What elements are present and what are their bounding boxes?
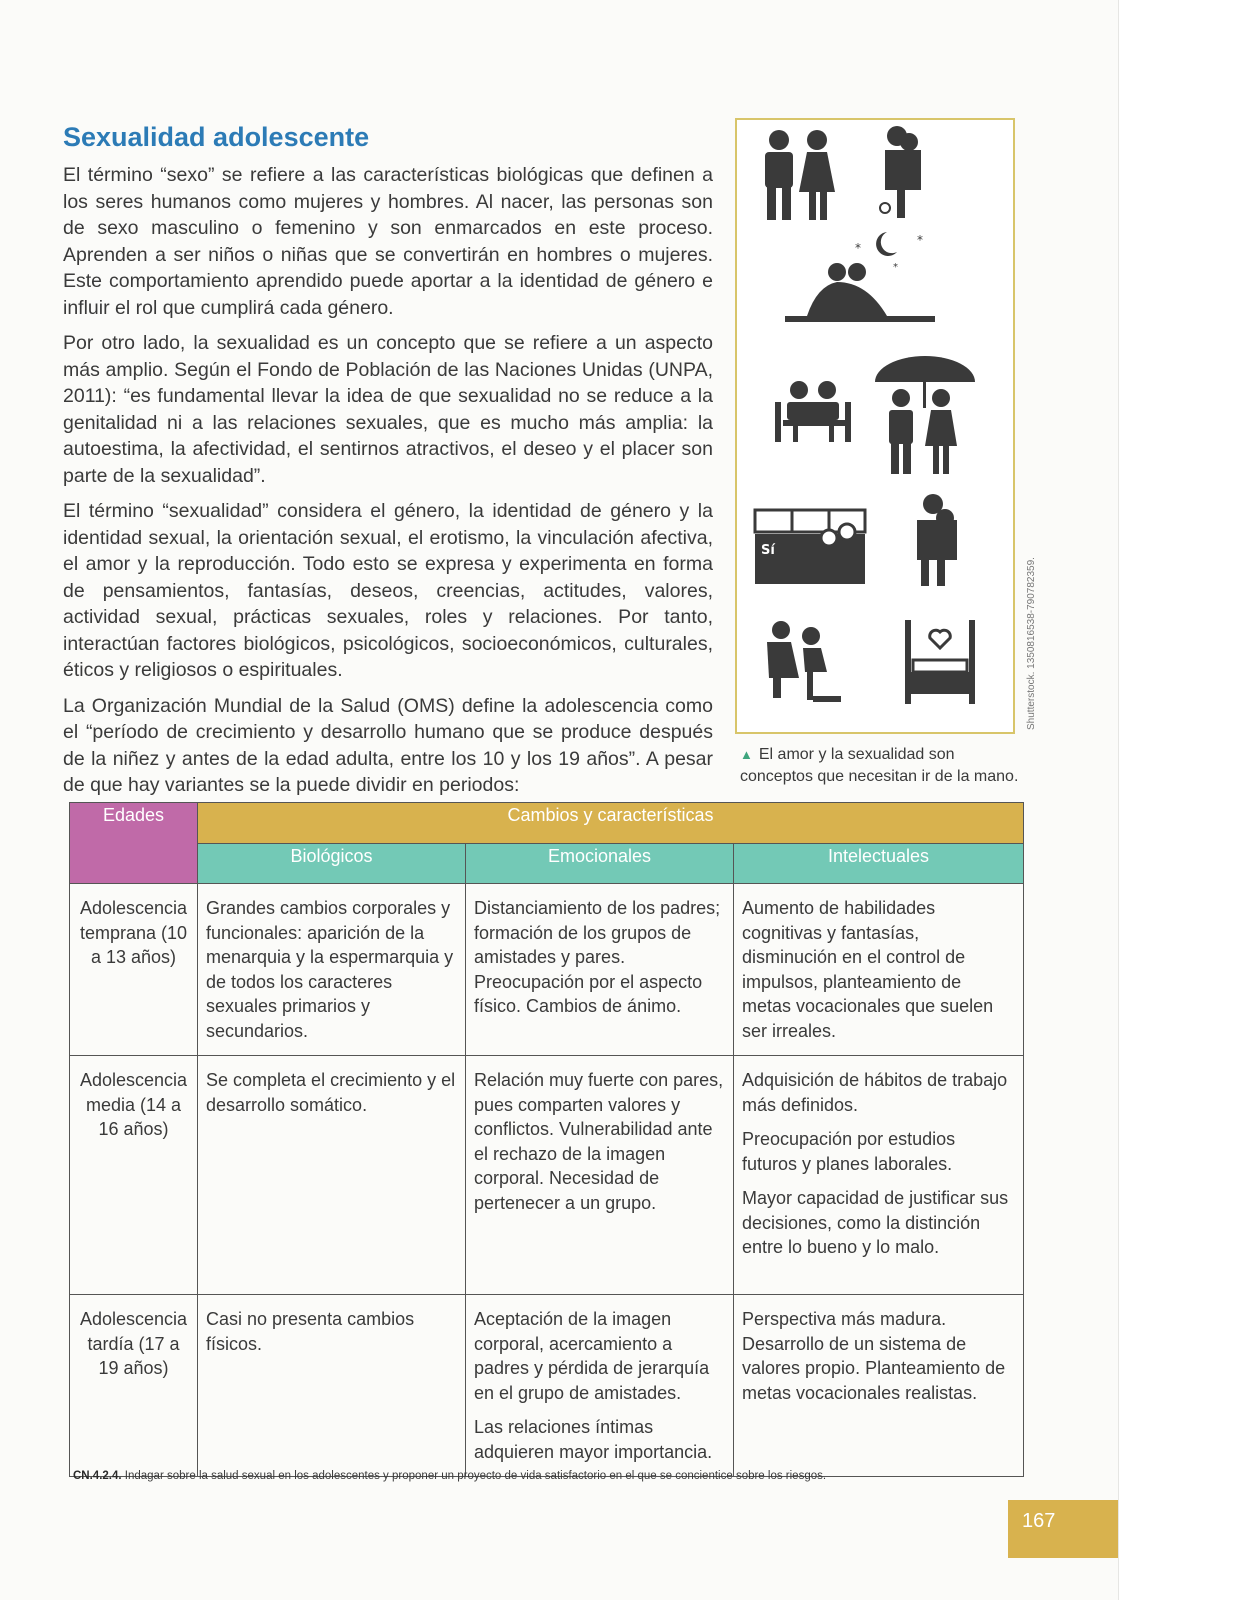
adolescence-table <box>69 802 1024 1477</box>
header-biologicos: Biológicos <box>198 844 466 884</box>
love-pictogram-figure <box>735 118 1015 734</box>
svg-text:*: * <box>893 262 898 273</box>
image-credit: Shutterstock. 1350816538-790782359. <box>1026 557 1037 730</box>
bio-cell <box>198 884 466 1056</box>
cell-text: Se completa el crecimiento y el desarrollo somático. <box>206 1070 456 1115</box>
couple-umbrella-icon <box>875 356 975 474</box>
int-cell <box>734 1295 1024 1477</box>
age-cell: Adolescencia temprana (10 a 13 años) <box>70 884 198 1056</box>
svg-text:*: * <box>917 233 923 247</box>
table-row <box>70 1056 1024 1295</box>
figure-caption <box>740 744 1030 788</box>
couple-standing-icon <box>765 130 835 220</box>
cell-text: Grandes cambios corporales y funcionales: aparición de la menarquia y la espermarquia y de todos los caracteres sexuales primarios y secundarios. <box>206 898 454 1041</box>
int-cell <box>734 1056 1024 1295</box>
curriculum-code: CN.4.2.4. <box>73 1470 122 1482</box>
curriculum-text: Indagar sobre la salud sexual en los adolescentes y proponer un proyecto de vida satisfactorio en el que se concientice sobre los riesgos. <box>124 1470 827 1482</box>
header-cambios: Cambios y características <box>198 803 1024 844</box>
cell-text: Distanciamiento de los padres; formación de los grupos de amistades y pares. Preocupación por el aspecto físico. Cambios de ánimo. <box>474 898 721 1016</box>
page-number: 167 <box>1008 1500 1118 1558</box>
page-right-margin <box>1118 0 1236 1600</box>
curriculum-footer <box>73 1470 873 1482</box>
cell-text: Preocupación por estudios futuros y planes laborales. <box>742 1129 956 1174</box>
paragraph-4: La Organización Mundial de la Salud (OMS) define la adolescencia como el “período de crecimiento y desarrollo humano que se produce después de la niñez y antes de la edad adulta, entre los 10 y los 19 años”. A pesar de que hay variantes se la puede dividir en periodos: <box>63 694 713 796</box>
svg-text:*: * <box>855 241 861 255</box>
age-cell: Adolescencia tardía (17 a 19 años) <box>70 1295 198 1477</box>
cell-text: Las relaciones íntimas adquieren mayor importancia. <box>474 1417 713 1462</box>
couple-dining-icon <box>775 381 851 442</box>
cell-text: Perspectiva más madura. Desarrollo de un sistema de valores propio. Planteamiento de metas vocacionales realistas. <box>742 1309 1006 1403</box>
section-heading: Sexualidad adolescente <box>63 122 370 152</box>
table-row <box>70 1295 1024 1477</box>
table-row <box>70 884 1024 1056</box>
moon-stars-icon <box>855 232 923 273</box>
bubble-text: Sí <box>761 543 775 558</box>
bio-cell <box>198 1295 466 1477</box>
heart-bed-icon <box>905 620 975 704</box>
age-cell: Adolescencia media (14 a 16 años) <box>70 1056 198 1295</box>
header-edades: Edades <box>70 803 198 884</box>
caption-text: El amor y la sexualidad son conceptos que necesitan ir de la mano. <box>740 746 1019 785</box>
cell-text: Adquisición de hábitos de trabajo más definidos. <box>742 1070 1008 1115</box>
paragraph-2: Por otro lado, la sexualidad es un concepto que se refiere a un aspecto más amplio. Según el Fondo de Población de las Naciones Unidas (UNPA, 2011): “es fundamental llevar la idea de que sexualidad no se reduce a la genitalidad ni a las relaciones sexuales, que es mucho más amplia: la autoestima, la afectividad, el sentirnos atractivos, el deseo y el placer son parte de la sexualidad”. <box>63 332 713 487</box>
cell-text: Aceptación de la imagen corporal, acercamiento a padres y pérdida de jerarquía en el grupo de amistades. <box>474 1309 710 1403</box>
couple-embrace-icon <box>880 126 921 218</box>
cell-text: Aumento de habilidades cognitivas y fantasías, disminución en el control de impulsos, planteamiento de metas vocacionales que suelen ser irreales. <box>742 898 994 1041</box>
emo-cell <box>466 1295 734 1477</box>
emo-cell <box>466 1056 734 1295</box>
header-intelectuales: Intelectuales <box>734 844 1024 884</box>
body-text <box>63 162 713 808</box>
couple-shopping-icon <box>755 510 865 584</box>
proposal-icon <box>767 621 841 702</box>
cell-text: Mayor capacidad de justificar sus decisiones, como la distinción entre lo bueno y lo malo. <box>742 1188 1009 1257</box>
emo-cell <box>466 884 734 1056</box>
caption-triangle-icon: ▲ <box>740 747 753 762</box>
header-emocionales: Emocionales <box>466 844 734 884</box>
pictogram-grid <box>737 120 1013 732</box>
cell-text: Casi no presenta cambios físicos. <box>206 1309 415 1354</box>
cell-text: Relación muy fuerte con pares, pues comparten valores y conflictos. Vulnerabilidad ante el rechazo de la imagen corporal. Necesidad de pertenecer a un grupo. <box>474 1070 724 1213</box>
couple-stargazing-icon <box>785 263 935 322</box>
paragraph-1: El término “sexo” se refiere a las características biológicas que definen a los seres humanos como mujeres y hombres. Al nacer, las personas son de sexo masculino o femenino y son enmarcados en este proceso. Aprenden a ser niños o niñas que se convertirán en hombres o mujeres. Este comportamiento aprendido puede aportar a la identidad de género e influir el rol que cumplirá cada género. <box>63 164 713 319</box>
int-cell <box>734 884 1024 1056</box>
couple-hug-icon <box>917 494 957 586</box>
bio-cell <box>198 1056 466 1295</box>
paragraph-3: El término “sexualidad” considera el género, la identidad de género y la identidad sexual, la orientación sexual, el erotismo, la vinculación afectiva, el amor y la reproducción. Todo esto se expresa y experimenta en forma de pensamientos, fantasías, deseos, creencias, actitudes, valores, actividad sexual, prácticas sexuales, roles y relaciones. Por tanto, interactúan factores biológicos, psicológicos, socioeconómicos, culturales, éticos y religiosos o espirituales. <box>63 500 713 681</box>
